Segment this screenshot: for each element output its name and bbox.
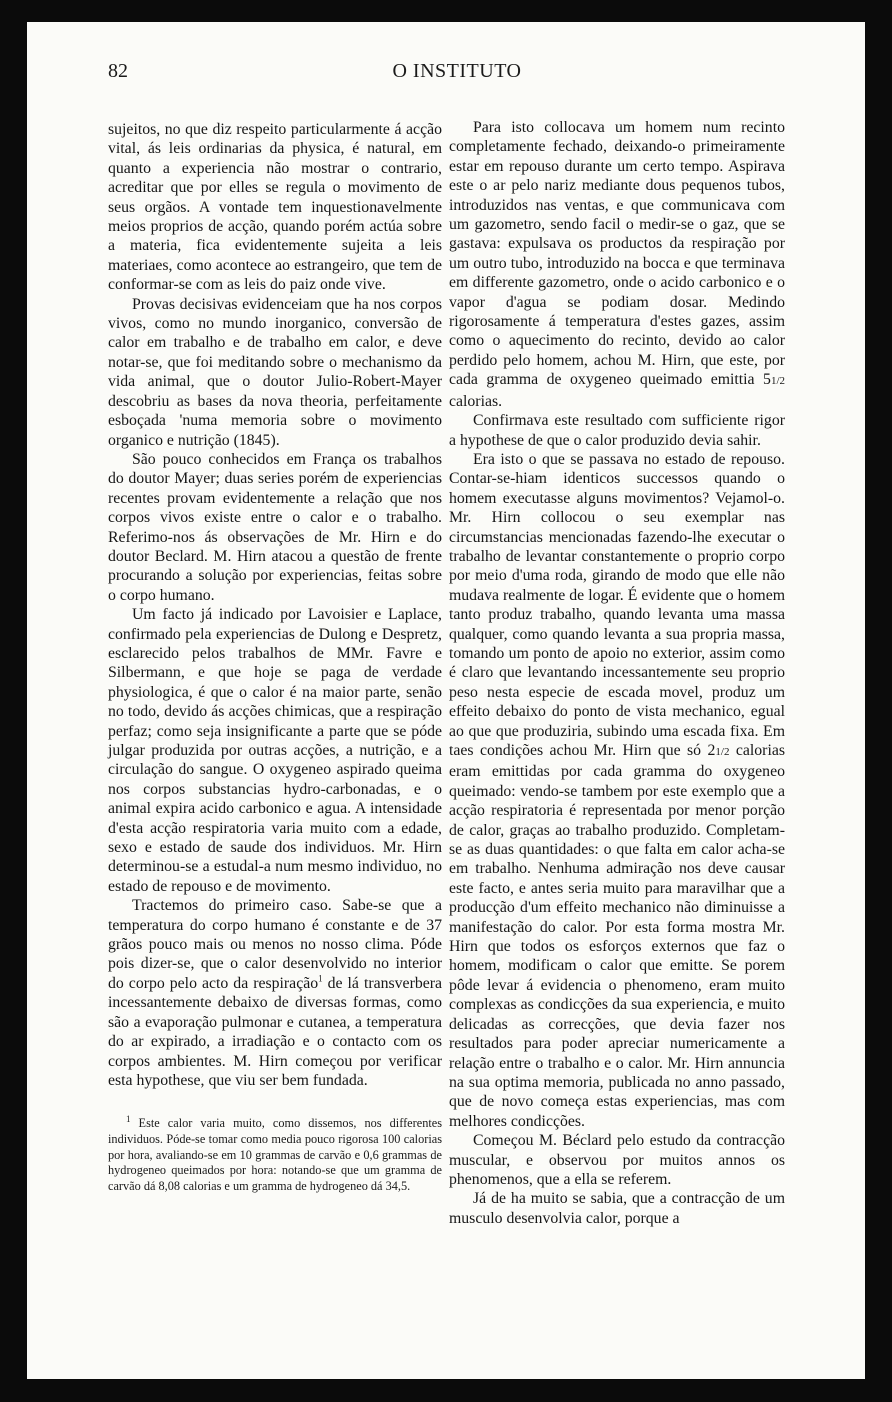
paragraph: Já de ha muito se sabia, que a contracção de um musculo desenvolvia calor, porque a [449,1190,785,1227]
fraction: 1/2 [715,746,730,758]
paragraph [108,896,442,1090]
paragraph: Um facto já indicado por Lavoisier e Laplace, confirmado pela experiencias de Dulong e Despretz, esclarecido pelos trabalhos de MMr. Favre e Silbermann, e que hoje se paga de verdade physiologica, é que o calor é na maior parte, senão no todo, devido ás acções chimicas, que a respiração perfaz; como seja insignificante a parte que se póde julgar produzida por outras acções, a nutrição, e a circulação do sangue. O oxygeneo aspirado queima nos corpos substancias hydro-carbonadas, e o animal expira acido carbonico e agua. A intensidade d'esta acção respiratoria varia muito com a edade, sexo e estado de saude dos individuos. Mr. Hirn determinou-se a estudal-a num mesmo individuo, no estado de repouso e de movimento. [108,606,442,895]
paragraph: São pouco conhecidos em França os trabalhos do doutor Mayer; duas series porém de experiencias recentes provam evidentemente a relação que nos corpos vivos existe entre o calor e o trabalho. Referimo-nos ás observações de Mr. Hirn e do doutor Beclard. M. Hirn atacou a questão de frente procurando a solução por experiencias, feitas sobre o corpo humano. [108,450,442,604]
paragraph-text: de lá transverbera incessantemente debaixo de diversas formas, como são a evaporação pulmonar e cutanea, a temperatura do ar expirado, a irradiação e o contacto com os corpos ambientes. M. Hirn começou por verificar esta hypothese, que viu ser bem fundada. [108,974,443,1089]
paragraph: Começou M. Béclard pelo estudo da contracção muscular, e observou por muitos annos os phenomenos, que a ella se referem. [449,1132,785,1188]
footnote-text [108,1116,442,1194]
paragraph-text: Tractemos do primeiro caso. Sabe-se que a temperatura do corpo humano é constante e de 37 grãos pouco mais ou menos no nosso clima. Póde pois dizer-se, que o calor desenvolvido no interior do corpo pelo acto da respiração [108,897,442,992]
right-column [449,118,785,1228]
running-head [108,60,806,92]
left-column [108,120,442,1194]
paragraph-text: calorias eram emittidas por cada gramma do oxygeneo queimado: vendo-se tambem por este exemplo que a acção respiratoria é representada por menor porção de calor, graças ao trabalho produzido. Completam-se as duas quantidades: o que falta em calor acha-se em trabalho. Nenhuma admiração nos deve causar este facto, e antes seria muito para maravilhar que a producção d'um effeito mechanico não diminuisse a manifestação do calor. Por esta forma mostra Mr. Hirn que todos os esforços externos que faz o homem, modificam o calor que emitte. Se porem pôde levar á evidencia o phenomeno, eram muito complexas as condicções da sua experiencia, e muito delicadas as correcções, que devia fazer nos resultados para poder apreciar numericamente a relação entre o trabalho e o calor. Mr. Hirn annuncia na sua optima memoria, publicada no anno passado, que de novo começa estas experiencias, mas com melhores condicções. [449,742,785,1130]
page-number: 82 [108,60,128,82]
footnote-mark: 1 [126,1114,131,1125]
paragraph: sujeitos, no que diz respeito particularmente á acção vital, ás leis ordinarias da physica, é natural, em quanto a experiencia não mostrar o contrario, acreditar que por elles se regula o movimento de seus orgãos. A vontade tem inquestionavelmente meios proprios de acção, quando porém actúa sobre a materia, fica evidentemente sujeita a leis materiaes, como acontece ao estrangeiro, que tem de conformar-se com as leis do paiz onde vive. [108,121,442,294]
paragraph [449,118,785,411]
footnote-body: Este calor varia muito, como dissemos, nos differentes individuos. Póde-se tomar como media pouco rigorosa 100 calorias por hora, avaliando-se em 10 grammas de carvão e 0,6 grammas de hydrogeneo queimados por hora: notando-se que um gramma de carvão dá 8,08 calorias e um gramma de hydrogeneo dá 34,5. [108,1116,442,1193]
paragraph-text: Era isto o que se passava no estado de repouso. Contar-se-hiam identicos successos quando o homem executasse alguns movimentos? Vejamol-o. Mr. Hirn collocou o seu exemplar nas circumstancias mencionadas fazendo-lhe executar o trabalho de levantar constantemente o proprio corpo por meio d'uma roda, girando de modo que elle não mudava realmente de logar. É evidente que o homem tanto produz trabalho, quando levanta uma massa qualquer, como quando levanta a sua propria massa, tomando um ponto de apoio no exterior, assim como é claro que levantando incessantemente seu proprio peso nesta especie de escada movel, produz um effeito debaixo do ponto de vista mechanico, egual ao que que produziria, subindo uma escada fixa. Em taes condições achou Mr. Hirn que só 2 [449,450,785,759]
journal-title: O INSTITUTO [392,60,522,82]
paragraph-text: calorias. [449,392,503,410]
paragraph [449,450,785,1131]
paragraph: Provas decisivas evidenceiam que ha nos corpos vivos, como no mundo inorganico, conversão de calor em trabalho e de trabalho em calor, e deve notar-se, que foi meditando sobre o mechanismo da vida animal, que o doutor Julio-Robert-Mayer descobriu as bases da nova theoria, perfeitamente esboçada 'numa memoria sobre o movimento organico e nutrição (1845). [108,295,442,449]
footnote [108,1116,442,1194]
paragraph-text: Para isto collocava um homem num recinto completamente fechado, deixando-o primeiramente estar em repouso durante um certo tempo. Aspirava este o ar pelo nariz mediante dous pequenos tubos, introduzidos nas ventas, e que communicava com um gazometro, sendo facil o medir-se o gaz, que se gastava: expulsava os productos da respiração por um outro tubo, introduzido na bocca e que terminava em differente gazometro, onde o acido carbonico e o vapor d'agua se podiam dosar. Medindo rigorosamente á temperatura d'estes gazes, assim como o aquecimento do recinto, devido ao calor perdido pelo homem, achou M. Hirn, que este, por cada gramma de oxygeneo queimado emittia 5 [449,119,785,389]
fraction: 1/2 [770,375,785,388]
footnote-reference: 1 [318,973,323,984]
paragraph: Confirmava este resultado com sufficiente rigor a hypothese de que o calor produzido devia sahir. [449,412,785,449]
